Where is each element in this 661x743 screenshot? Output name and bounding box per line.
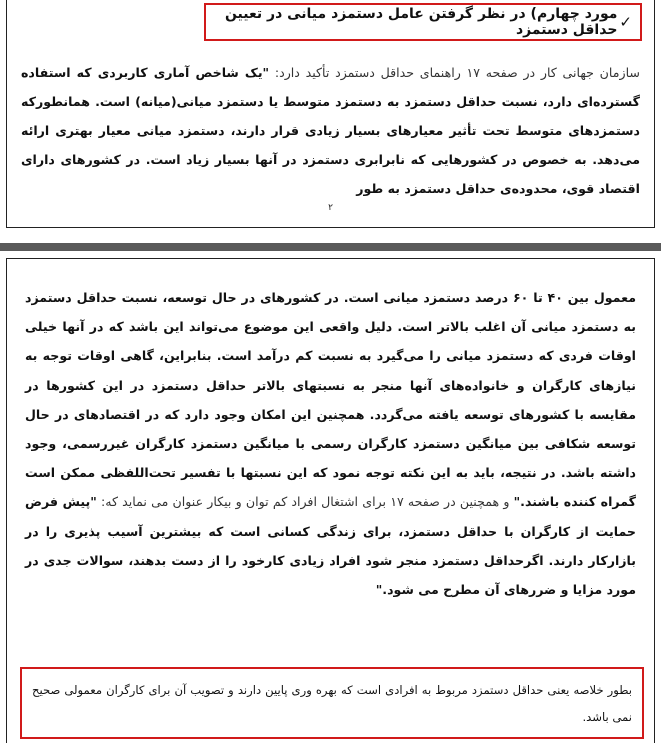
page-separator [0, 228, 661, 258]
section-heading-box [204, 3, 642, 41]
document-page-2 [6, 258, 655, 743]
body-paragraph-1 [21, 58, 640, 203]
paragraph-lead-text: سازمان جهانی کار در صفحه ۱۷ راهنمای حداقل دستمزد تأکید دارد: [269, 65, 640, 80]
page-separator-bar [0, 243, 661, 251]
document-page-1 [6, 0, 655, 228]
body-paragraph-2 [25, 283, 636, 604]
ilo-quote-second: "پیش فرض حمایت از کارگران با حداقل دستمزد، برای زندگی کسانی است که بیشترین آسیب پذیری را در بازارکار دارند. اگرحداقل دستمزد منجر شود افراد زیادی کارخود را از دست بدهند، سوالات جدی در مورد مزایا و ضررهای آن مطرح می شود." [25, 494, 636, 598]
checkmark-icon: ✓ [619, 13, 632, 31]
reference-text: و همچنین در صفحه ۱۷ برای اشتغال افراد کم توان و بیکار عنوان می نماید که: [96, 494, 514, 510]
ilo-quote-continued: معمول بین ۴۰ تا ۶۰ درصد دستمزد میانی است. در کشورهای در حال توسعه، نسبت حداقل دستمزد به دستمزد میانی آن اغلب بالاتر است. دلیل واقعی این موضوع می‌تواند این باشد که در آنها خیلی اوقات فردی که دستمزد میانی را می‌گیرد به نسبت کم درآمد است. بنابراین، گاهی اوقات توجه به نیازهای کارگران و خانواده‌های آنها منجر به نسبتهای بالاتر حداقل دستمزد در این کشورها در مقایسه با کشورهای توسعه یافته می‌گردد. همچنین این امکان وجود دارد که در اقتصادهای در حال توسعه شکافی بین میانگین دستمزد کارگران رسمی با میانگین دستمزد کارگران غیررسمی، وجود داشته باشد. در نتیجه، باید به این نکته توجه نمود که این نسبتها با تفسیر تحت‌اللفظی ممکن است گمراه کننده باشند." [25, 290, 636, 510]
summary-text: بطور خلاصه یعنی حداقل دستمزد مربوط به افرادی است که بهره وری پایین دارند و تصویب آن برای کارگران معمولی صحیح نمی باشد. [32, 683, 632, 724]
summary-box [20, 667, 644, 739]
ilo-quote-text: "یک شاخص آماری کاربردی که استفاده گسترده‌ای دارد، نسبت حداقل دستمزد به دستمزد متوسط یا دستمزد میانی(میانه) است. همانطورکه دستمزدهای متوسط تحت تأثیر معیارهای بسیار زیادی قرار دارند، دستمزد میانی معیار بهتری ارائه می‌دهد. به خصوص در کشورهایی که نابرابری دستمزد در آنها بسیار زیاد است. در کشورهای دارای اقتصاد قوی، محدوده‌ی حداقل دستمزد به طور [21, 65, 640, 196]
page-number: ۲ [328, 203, 333, 213]
section-heading: مورد چهارم) در نظر گرفتن عامل دستمزد میانی در تعیین حداقل دستمزد [224, 6, 618, 38]
